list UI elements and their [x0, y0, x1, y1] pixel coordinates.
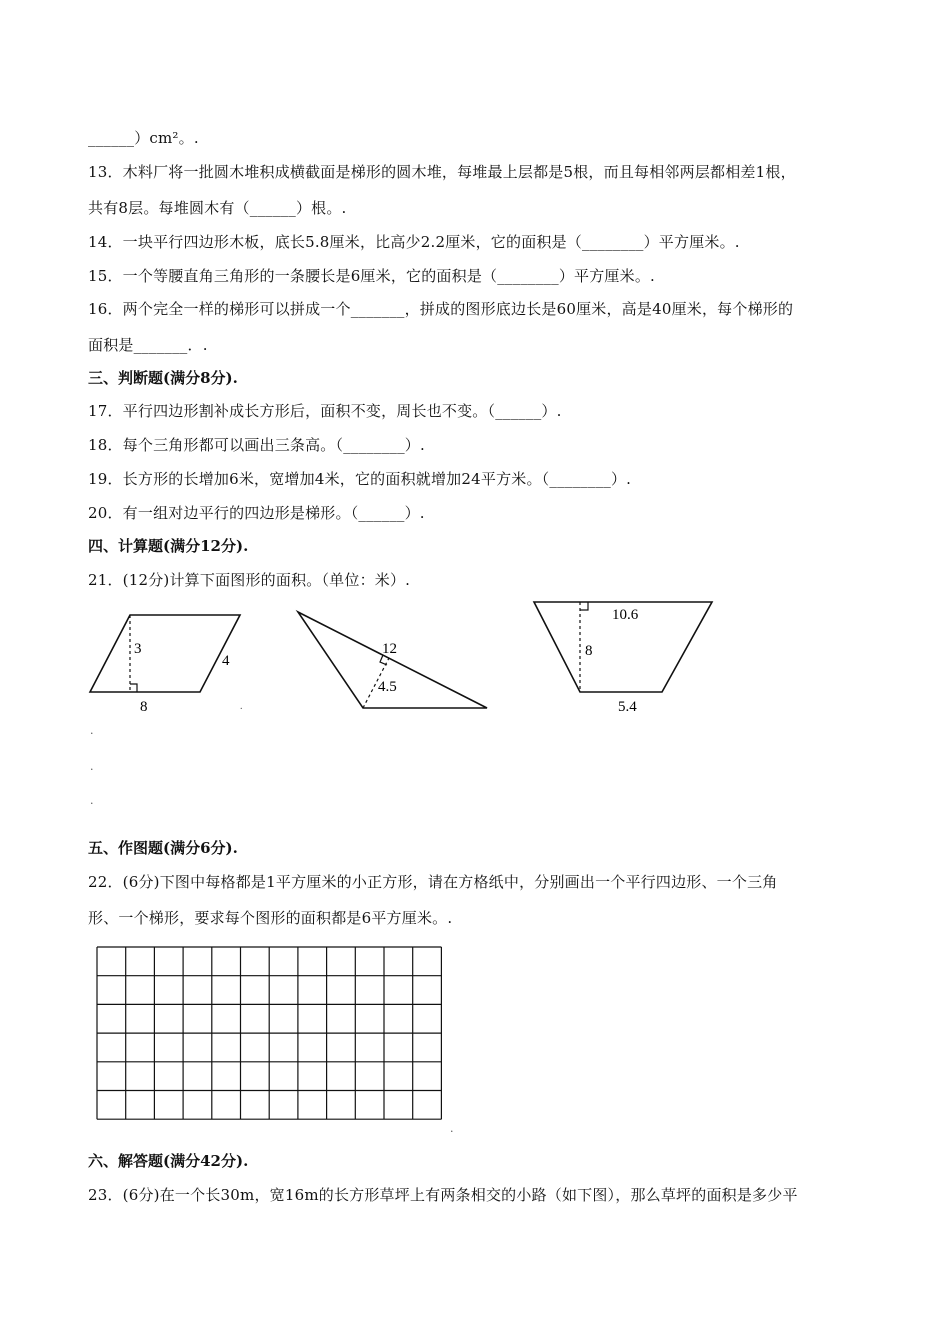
section-3-heading: 三、判断题(满分8分).	[88, 369, 238, 387]
parallelogram-base-label: 8	[140, 699, 148, 715]
parallelogram-height-label: 3	[134, 641, 142, 657]
trapezoid-bottom-label: 5.4	[618, 699, 637, 715]
question-18: 18．每个三角形都可以画出三条高。（________）.	[88, 436, 425, 454]
triangle-base-label: 12	[382, 641, 397, 657]
blank-dot-3: .	[90, 794, 94, 807]
section-5-heading: 五、作图题(满分6分).	[88, 839, 238, 857]
question-22-line1: 22．(6分)下图中每格都是1平方厘米的小正方形，请在方格纸中，分别画出一个平行四边形、一个三角	[88, 873, 778, 891]
parallelogram-side-label: 4	[222, 653, 230, 669]
grid-paper	[96, 946, 442, 1122]
grid-dot: .	[450, 1122, 454, 1135]
question-22-line2: 形、一个梯形，要求每个图形的面积都是6平方厘米。.	[88, 909, 453, 927]
question-17: 17．平行四边形割补成长方形后，面积不变，周长也不变。（______）.	[88, 402, 562, 420]
question-16-line2: 面积是_______．.	[88, 336, 208, 354]
trapezoid-height-label: 8	[585, 643, 593, 659]
question-15: 15．一个等腰直角三角形的一条腰长是6厘米，它的面积是（________）平方厘米。.	[88, 267, 656, 285]
section-6-heading: 六、解答题(满分42分).	[88, 1152, 249, 1170]
question-19: 19．长方形的长增加6米，宽增加4米，它的面积就增加24平方米。（________）.	[88, 470, 632, 488]
question-21: 21．(12分)计算下面图形的面积。（单位：米）.	[88, 571, 411, 589]
question-23: 23．(6分)在一个长30m，宽16m的长方形草坪上有两条相交的小路（如下图），那么草坪的面积是多少平	[88, 1186, 798, 1204]
question-13-line2: 共有8层。每堆圆木有（______）根。.	[88, 199, 347, 217]
area-figures	[80, 595, 730, 720]
question-13-line1: 13．木料厂将一批圆木堆积成横截面是梯形的圆木堆，每堆最上层都是5根，而且每相邻两层都相差1根，	[88, 163, 796, 181]
blank-dot-1: .	[90, 724, 94, 737]
question-20: 20．有一组对边平行的四边形是梯形。（______）.	[88, 504, 425, 522]
parallelogram-figure	[90, 615, 240, 692]
triangle-height-label: 4.5	[378, 679, 397, 695]
question-16-line1: 16．两个完全一样的梯形可以拼成一个_______，拼成的图形底边长是60厘米，高是40厘米，每个梯形的	[88, 300, 794, 318]
blank-dot-2: .	[90, 760, 94, 773]
figure-dot-1: .	[240, 701, 243, 712]
question-14: 14．一块平行四边形木板，底长5.8厘米，比高少2.2厘米，它的面积是（________）平方厘米。.	[88, 233, 740, 251]
line-q12-tail: ______）cm²。.	[88, 129, 199, 147]
trapezoid-top-label: 10.6	[612, 607, 639, 623]
section-4-heading: 四、计算题(满分12分).	[88, 537, 249, 555]
